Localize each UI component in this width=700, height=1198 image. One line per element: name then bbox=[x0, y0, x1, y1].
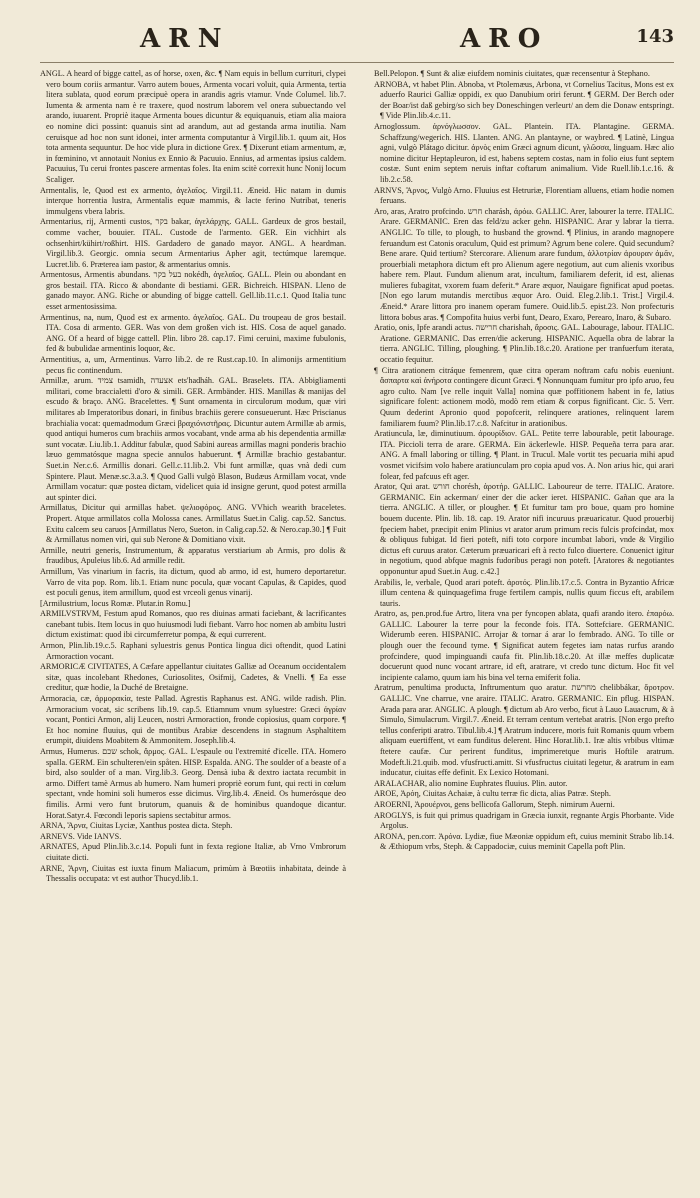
dictionary-entry: Arnoglossum. ἀρνόγλωσσον. GAL. Plantein. ITA. Plantagine. GERMA. Schaffzung/wegerich. HIS. Llanten. ANG. An plantayne, or waybred. ¶ Latinè, Lingua agni, vulgò Plátago dicitur. ἀρνὸς enim Græci agnum dicunt, γλῶσσα, linguam. Hæc alio nomine dicitur Heptapleuron, id est, habens septem costas, nam in folio eius funt septem costæ. Sunt enim septem neruis inftar coftarum animalium. Vide Ruell.lib.1.c.16. & lib.2.c.58. bbox=[374, 121, 674, 184]
dictionary-entry: ARNOBA, vt habet Plin. Abnoba, vt Ptolemæus, Arbona, vt Cornelius Tacitus, Mons est ex aduerfo Raurici Galliæ oppidi, ex quo Danubium oriri ferunt. ¶ GERM. Der Berch oder der Boar/ist daß gebirg/so sich bey Doneschingen verleurt/ an dem die Donaw entspringt. ¶ Vide Plin.lib.4.c.11. bbox=[374, 79, 674, 121]
dictionary-entry: ARONA, pen.corr. Ἀρόνα. Lydiæ, fiue Mæoniæ oppidum eft, cuius meminit Strabo lib.14. & Æthiopum vrbs, Steph. & Cappadociæ, cuius meminit Capella poft Plin. bbox=[374, 831, 674, 852]
dictionary-entry: Armentitius, a, um, Armentinus. Varro lib.2. de re Rust.cap.10. In alimonijs armentitium pecus fic continendum. bbox=[40, 355, 346, 375]
left-column bbox=[40, 69, 346, 885]
dictionary-entry: Arator, Qui arat. חורש chorésh, ἀροτήρ. GALLIC. Laboureur de terre. ITALIC. Aratore. GERMANIC. Ein ackerman/ einer der die acker ieret. HISPANIC. Gañan que ara la tierra. ANGLIC. A tiller, or plougher. ¶ Et fumitur tam pro boue, quam pro homine bouem ducente. Plin. lib. 18. cap. 19. Arator nifi incuruus præuaricatur. Quod prouerbij fpeciem habet, præcipit enim Plinius vt arator arum primum recis fulcis profcindat, mox & obliquus fubigat. Id fieri poteft, nifi toto corpore incumbat labori, vnde & Virgilio dictus eft curuus arator. Cæterum præuaricari eft à recto fulco diuertere. Conuenict igitur in negotium, quod abfque magnis fudoribus peragi non poteft. [Aratores & negotiantes opponuntur apud Suet.in Aug. c.42.] bbox=[374, 482, 675, 576]
dictionary-entry: Aratro, as, pen.prod.fue Artro, litera vna per fyncopen ablata, quafi arando itero. ἐπαρόω. GALLIC. Labourer la terre pour la feconde fois. ITA. Sottefciare. GERMANIC. Widerumb eeren. HISPANIC. Arrojar & tornar á arar lo fembrado. ANG. To tille or plough ouer the fecound tyme. ¶ Significat autem fegetes iam natas rurfus arando profcindere, quod impinguandi caufa fit. Plin.lib.18.c.20. At illæ meffes duplicatæ docuerunt quod nunc vocant artrare, id eft, aratrare, vt credo tunc dictum. Hoc fit vel incipiente calamo, quum iam his bina vel terna emiferit folia. bbox=[374, 609, 674, 682]
dictionary-entry: Armus, Humerus. שכם schok, ἄρμος. GAL. L'espaule ou l'extremité d'icelle. ITA. Homero spalla. GERM. Ein schulteren/ein spåten. HISP. Espalda. ANG. The soulder of a beaste of a bird, also soulder of a man. Virg.lib.3. Georg. Densà iuba & dextro iactata recumbit in armo. Differt tamè Armus ab humero. Nam humeri propriè eorum funt, qui recti in cœlum spectant, vnde homini soli humeros esse dicimus. Virg.lib.4. Æneid. Os humerósque deo fimilis. Armi vero funt brutorum, quanuis & de hominibus quandoque dicantur. Horat.Satyr.4. Fœcondi leporis sapiens sectabitur armos. bbox=[40, 747, 346, 820]
dictionary-entry: ARNVS, Ἄρνος, Vulgò Arno. Fluuius est Hetruriæ, Florentiam alluens, etiam hodie nomen feruans. bbox=[374, 185, 674, 206]
dictionary-entry: ARALACHAR, alio nomine Euphrates fluuius. Plin. autor. bbox=[374, 778, 568, 788]
dictionary-entry: AROE, Ἀρόη, Ciuitas Achaiæ, à cultu terræ fic dicta, alias Patræ. Steph. bbox=[374, 789, 611, 799]
dictionary-entry: ARNEVS. Vide IANVS. bbox=[40, 831, 122, 841]
dictionary-entry: Arabilis, le, verbale, Quod arari poteft. ἀροτός. Plin.lib.17.c.5. Contra in Byzantio Africæ illum centena & quinquagefima fruge fertilem campis, nullis quum ficcus eft, arabilem tauris. bbox=[374, 577, 674, 608]
dictionary-entry: [Armilustrium, locus Romæ. Plutar.in Romu.] bbox=[40, 598, 191, 608]
dictionary-entry: ARMORICÆ CIVITATES, A Cæfare appellantur ciuitates Galliæ ad Oceanum occidentalem sitæ, quas incolebant Rhedones, Curiosolites, Osifmij, Cadetes, & Vnelli. ¶ Ea esse creditur, quæ hodie, la Duché de Bretaigne. bbox=[40, 662, 346, 693]
dictionary-entry: Armentalis, le, Quod est ex armento, ἀγελαῖος. Virgil.11. Æneid. Hic natam in dumis interque horrentia lustra, Armentalis equæ mammis, & lacte ferino Nutribat, teneris immulgens vbera labris. bbox=[40, 185, 346, 216]
dictionary-entry: ARMILVSTRVM, Festum apud Romanos, quo res diuinas armati faciebant, & lacrificantes canebant tubis. Item locus in quo huiusmodi ludi fiebant. Varro hoc nomen ab ambitu lustri dictum existimat: quod ibi circumferretur pompa, & equi currerent. bbox=[40, 609, 346, 640]
dictionary-entry: Aratio, onis, Ipfe arandi actus. חרישה charishah, ἄροσις. GAL. Labourage, labour. ITALIC. Aratione. GERMANIC. Das erren/die ackerung. HISPANIC. Aquella obra de labrar la tierra. ANGLIC. Tilling, ploughing. ¶ Plin.lib.18.c.20. Aratione per tranfuerfum iterata, occatio fequitur. bbox=[374, 323, 675, 365]
dictionary-entry: ANGL. A heard of bigge cattel, as of horse, oxen, &c. ¶ Nam equis in bellum currituri, clypei vero boum coriis armantur. Varro autem boues, Armenta vocari voluit, quia Armenta, tertia litera sublata, quod eorum præcipuè opera in arandis agris vtamur. Vnde Columel. lib.7. Iumenta & armenta nam è re traxere, quod nostrum laborem vel onera subuectando vel arando, iuuarent. Propriè itaque Armenta boues dicuntur & equiquanuis, etiam alia maiora eo nomine dici possint: quanuis sint ad arandum, aut ad gestanda arma inutilia. Nam ceruisque ad hoc non sunt idonei, inter armenta computantur à Virgil.lib.1. quum ait, Hos tota armenta sequuntur. De hoc vide plura in dictione Grex. ¶ Dixerunt etiam armentum, æ, in fœminino, vt annotauit Nonius ex Ennio & Pacuuio. Ennius, ad armentas ipsius caldem. Pacuuius, Tu cerui frontes pascere armentas foles. Ita enim scitè correxit hunc Nonij locum Scaliger. bbox=[40, 69, 346, 184]
dictionary-entry: Armon, Plin.lib.19.c.5. Raphani syluestris genus Pontica lingua dici oftendit, quod Latini Armoraction vocant. bbox=[40, 641, 346, 661]
page-number: 143 bbox=[636, 26, 674, 47]
dictionary-entry: Armentarius, rij, Armenti custos, בקר bakar, ἀγελάρχης. GALL. Gardeux de gros bestail, comme vacher, bouuier. ITAL. Custode de l'armento. GER. Ein vichhirt als ochsenhirt/kühirt/roßhirt. HIS. Gardadero de ganado mayor. ANGL. A heardman. Virgil.lib.3. Georgic. omnia secum Armentarius Apher agit, tectúmque laremque. Lucret.lib. 6. Præterea iam pastor, & armentarius omnis. bbox=[40, 217, 346, 269]
right-column bbox=[374, 69, 674, 885]
header-rule bbox=[40, 62, 674, 63]
running-header bbox=[40, 20, 674, 62]
dictionary-entry: ARNA, Ἄρνα, Ciuitas Lyciæ, Xanthus postea dicta. Steph. bbox=[40, 821, 233, 831]
dictionary-entry: AROGLYS, is fuit qui primus quadrigam in Græcia iunxit, regnante Argis Phorbante. Vide Argolus. bbox=[374, 810, 674, 831]
dictionary-entry: Armentinus, na, num, Quod est ex armento. ἀγελαῖος. GAL. Du troupeau de gros bestail. ITA. Cosa di armento. GER. Was von dem großen vich ist. HIS. Cosa de aquel ganado. ANG. Of a heard of bigge cattell. Plin. libro 28. cap.17. Fimi ceruini, maxime fubulonis, fed & bubulidae armentinis loquor, &c. bbox=[40, 312, 346, 354]
dictionary-entry: ARNE, Ἄρνη, Ciuitas est iuxta finum Maliacum, primùm à Bœotiis inhabitata, deinde à Thessalis occupata: vt est author Thucyd.lib.1. bbox=[40, 863, 346, 884]
dictionary-entry: Armentosus, Armentis abundans. בעל בקר nokédh, ἀγελαῖος. GALL. Plein ou abondant en gros bestail. ITA. Ricco & abondante di bestiami. GER. Bichreich. HISPAN. Lleno de ganado mayor. ANG. Riche or abunding of bigge cattell. Gell.lib.11.c.1. Quod Italia tunc esset armentosissima. bbox=[40, 270, 346, 312]
dictionary-entry: ¶ Citra arationem citráque femenrem, quæ citra operam noftram cafu nobis eueniunt. ἄσπαρτα καὶ ἀνήροτα contingere dicunt Græci. ¶ Nonnunquam fumitur pro ipfo aruo, feu agro culto. Nam [ve relle inquit Valla] nomina quæ poffitionem habent in fe, latius significare folent: actionem modò, modò rem etiam & corpus fignificant. Cic. 5. Verr. Quum dederint Apronio quod popofcerit, relinquere arationes, relinquent larem familiarem fuum? Plin.lib.17.c.8. Nafcitur in arationibus. bbox=[374, 365, 674, 428]
dictionary-entry: Aro, aras, Aratro profcindo. חרש charásh, ἀρόω. GALLIC. Arer, labourer la terre. ITALIC. Arare. GERMANIC. Eren das feld/zu acker gehn. HISPANIC. Arar y labrar la tierra. ANGLIC. To tille, to plough, to husband the grownd. ¶ Plinius, in arando magnopere feruandum est Catonis oraculum, Quid est primum? Agrum bene colere. Quid secundum? Bene arare. Quid tertium? Stercorare. Alienum arare fundum, ἀλλοτρίαν ἀρουραν ἀμᾶν, prouerbiali metaphora dictum eft pro Alienum agere negotium, aut cum alienis vxoribus habere rem. Plaut. Fundum alienum arat, incultum, familiarem deferit, id est, alienas mulieres fubagitat, vxorem fuam deferit.* Arare æquor, Nauigare fignificat apud poetas. [Non ego larum mutandis merctibus æquor Aro. Ouid. Eleg.2.lib.1. Trist.] Virgil.4. Æneid.* Arare littora pro inanem operam fumere. Ouid.lib.5. epist.23. Non profecturis littora bobus aras. ¶ Compofita huius verbi funt, Dearo, Exaro, Perearo, Inaro, & Subaro. bbox=[374, 206, 674, 322]
dictionary-entry: Armillatus, Dicitur qui armillas habet. ψελιοφόρος. ANG. VVhich wearith braceletes. Propert. Atque armillatos colla Molossa canes. Armillatus Suet.in Calig. cap.52. Sanctus. Exitu calcem seu caruos [Armillatus Nero, Sueton. in Calig.cap.52. & Nero.cap.30.] ¶ Fuit & Armillatus nomen viri, qui sub Nerone & Domitiano vixit. bbox=[40, 503, 346, 545]
dictionary-entry: Armillum, Vas vinarium in facris, ita dictum, quod ab armo, id est, humero deportaretur. Varro de vita pop. Rom. lib.1. Etiam nunc pocula, quæ vocant Capulas, & Capides, quod est poculi genus, item armillum, quod est vrceoli genus vinarij. bbox=[40, 566, 346, 598]
header-right-catchword: ARO bbox=[460, 24, 549, 54]
text-columns bbox=[40, 69, 674, 885]
dictionary-entry: Aratrum, penultima producta, Inftrumentum quo aratur. מחרשת chelibbákar, ἄροτρον. GALLIC. Vne charrue, vne araire. ITALIC. Aratro. GERMANIC. Ein pflug. HISPAN. Arada para arar. ANGLIC. A plough. ¶ dictum ab Aro verbo, ficut à Lauo Lauacrum, & à Simulo, Simulacrum. Virgil.7. Æneid. Et terram centum vertebat aratris. [Non ergo prefto tellus conferipti aratro. Tibul.lib.4.] ¶ Aratrum inducere, moris fuit Romanis quum vrbem aliquam euertiffent, vt eam funditus delerent. Hinc Horat.lib.1. Iræ altis vrbibus vltimæ ftetere caufæ. Cur perirent funditus, imprimeretque muris Hoftile aratrum. Modeft.li.21.quib. mod. vfusfructi.amitt. Si vfusfructus ciuitati legetur, & aratrum in eam inducatur, ciuitas effe definit. Ex Lexico Hotomani. bbox=[374, 683, 674, 778]
dictionary-entry: Aratiuncula, læ, diminutiuum. ἀρουρίδιον. GAL. Petite terre labourable, petit labourage. ITA. Piccioli terra de arare. GERMA. Ein äckerlewle. HISP. Pequeña terra para arar. ANG. A fmall laboring or tilling. ¶ Plant. in Trucul. Male vortit tes pecuaria mihi apud vosmet vicifsim volo habere aratiunculam pro copia apud vos. A. Non arius hic, qui arari folear, fed pafcuus eft ager. bbox=[374, 429, 674, 481]
dictionary-entry: Armille, neutri generis, Instrumentum, & apparatus verstiarium ab Armis, pro dolis & fraudibus, Apuleius lib.6. Ad armille redit. bbox=[40, 545, 346, 566]
dictionary-entry: ARNATES, Apud Plin.lib.3.c.14. Populi funt in fexta regione Italiæ, ab Vrno Vmbrorum ciuitate dicti. bbox=[40, 842, 346, 862]
header-left-catchword: ARN bbox=[140, 24, 230, 54]
dictionary-entry: Armoracia, cæ, ἀρμορακία, teste Pallad. Agrestis Raphanus est. ANG. wilde radish. Plin. Armoracium vocat, sic scribens lib.19. cap.5. Etiamnum vnum syluestre: Græci ἀγρίαν vocant, Pontici Armon, alij Leucen, nostri Armoraction, fronde copiosius, quam corpore. ¶ Et hoc nomine fluuius, qui de montibus Arabiæ descendens in stagnum Asphaltitem erumpit, diuidens Moabitem & Ammonitem. Joseph.lib.4. bbox=[40, 694, 346, 746]
dictionary-entry: Armillæ, arum. צמיד tsamidh, אצעדה ets'hadháh. GAL. Braselets. ITA. Abbigliamenti militari, come braccialetti d'oro & simili. GER. Armbänder. HIS. Manillas & manijas del escudo & braço. ANG. Bracelettes. ¶ Sunt ornamenta in circulorum modum, quæ viri militares ab Imperatoribus donari, in finibus brachiis gerere consueuerunt. Hæc Priscianus brachialia vocat: quemadmodum Græci βραχιόνιστῆρας. Dicuntur autem Armillæ ab armis, quod antiqui humeros cum brachiis armos vocabant, vnde arma ab his dependentia armillæ sunt vocatæ. Liu.lib.1. Additur fabulæ, quod Sabini aureas armillas magni ponderis brachio læuo gemmatósque magna specie annulos habuerunt. ¶ Armillæ brachio gestabantur. Suet.in Ner.c.6. Armillis donari. Gell.c.11.lib.2. Vbi funt armillæ, quas vnà dedi cum Spintere. Plaut. Menæ.sc.3.a.3. ¶ Quod Galli vulgò Blason, Budæus Armillam vocat, vnde Armillam vocatur: quæ postea dictam, videlicet quia id insigne gerunt, quod potest armilla aut spinter dici. bbox=[40, 376, 346, 502]
dictionary-entry: AROERNI, Ἀρουέρνοι, gens bellicofa Gallorum, Steph. nimirum Auerni. bbox=[374, 799, 615, 809]
dictionary-entry: Bell.Pelopon. ¶ Sunt & aliæ eiufdem nominis ciuitates, quæ recensentur à Stephano. bbox=[374, 69, 650, 78]
